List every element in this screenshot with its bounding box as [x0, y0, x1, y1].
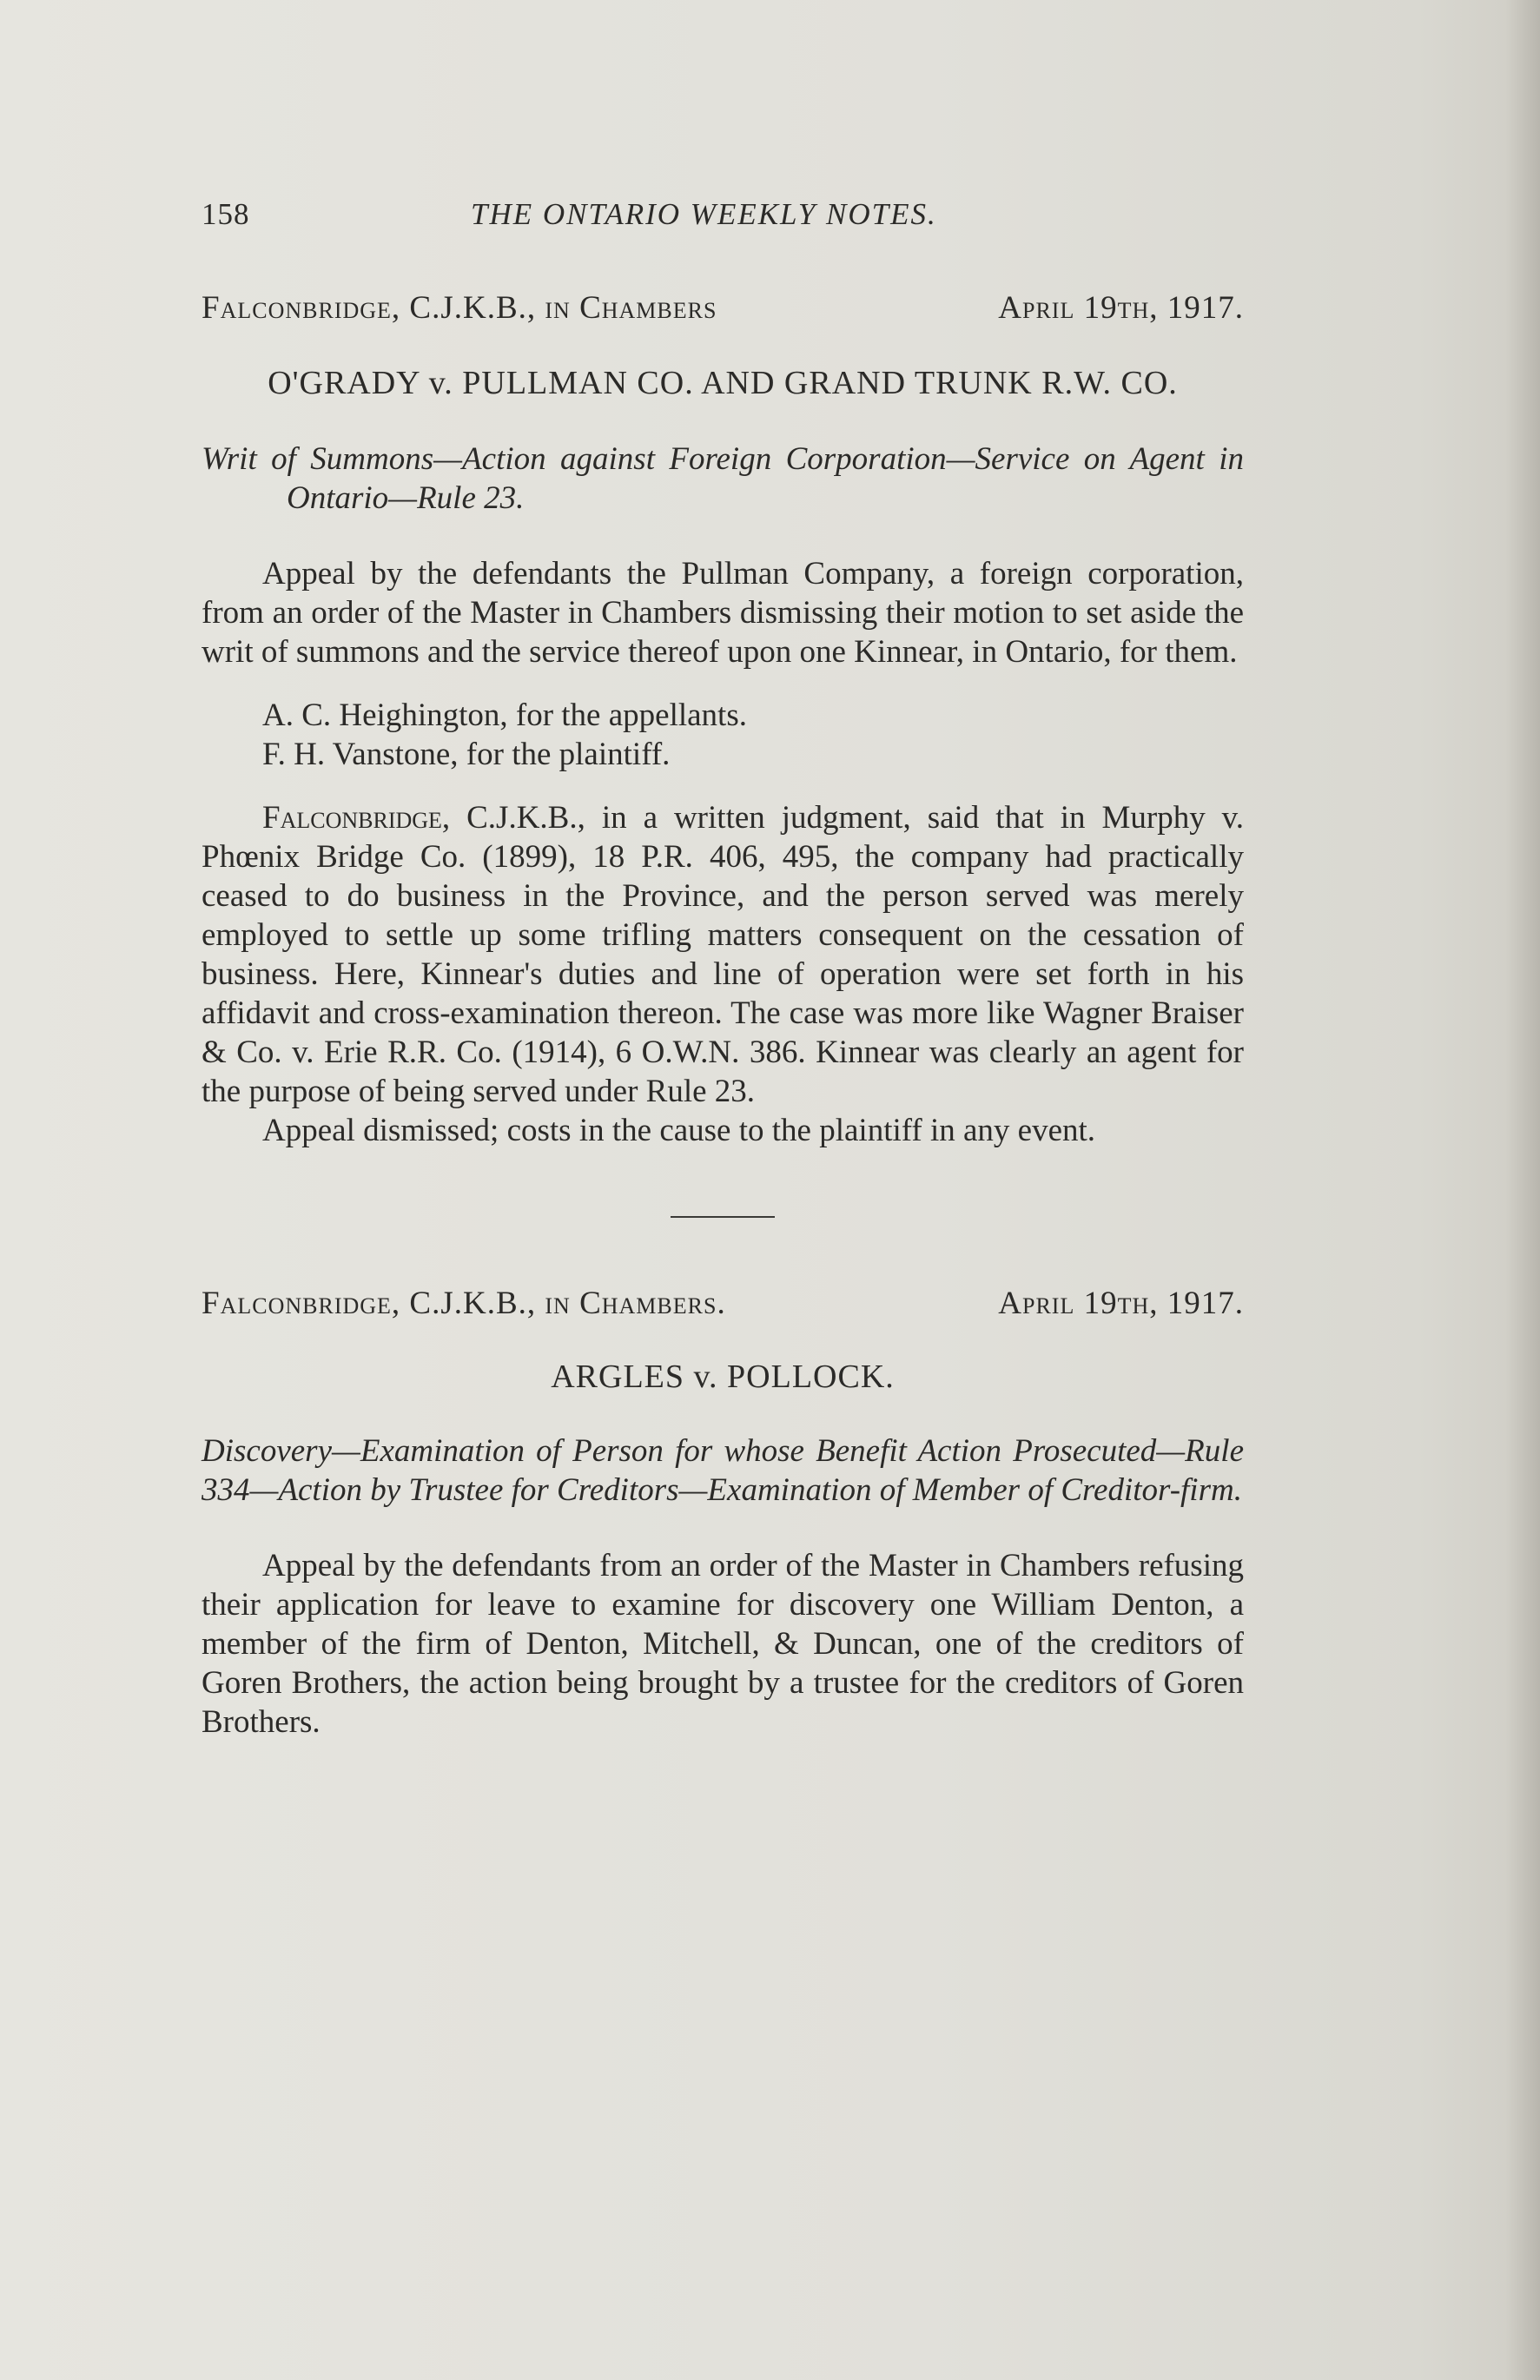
case1-disposition: Appeal dismissed; costs in the cause to the plaintiff in any event.	[262, 1113, 1096, 1148]
case2-headnote: Discovery—Examination of Person for whose Benefit Action Prosecuted—Rule 334—Action by Trustee for Creditors—Examination of Member of Creditor-firm.	[202, 1433, 1244, 1508]
running-head	[202, 189, 1244, 241]
case1-judgment-judge: Falconbridge, C.J.K.B.,	[262, 800, 585, 836]
page-number: 158	[202, 197, 250, 231]
case1-title: O'GRADY v. PULLMAN CO. AND GRAND TRUNK R.W. CO.	[268, 365, 1178, 401]
case1-counsel	[202, 696, 1244, 774]
case2-date: April 19th, 1917.	[998, 1286, 1244, 1321]
text-column	[202, 189, 1244, 1742]
case1-date: April 19th, 1917.	[998, 290, 1244, 326]
case2-court: Falconbridge, C.J.K.B., in Chambers.	[202, 1286, 726, 1321]
case1-counsel-plaintiff: F. H. Vanstone, for the plaintiff.	[262, 737, 671, 772]
case1-judgment-text: in a written judgment, said that in Murphy v. Phœnix Bridge Co. (1899), 18 P.R. 406, 495, the company had practically ceased to do business in the Province, and the person served was merely employed to settle up some trifling matters consequent on the cessation of business. Here, Kinnear's duties and line of operation were set forth in his affidavit and cross-examination thereon. The case was more like Wagner Braiser & Co. v. Erie R.R. Co. (1914), 6 O.W.N. 386. Kinnear was clearly an agent for the purpose of being served under Rule 23.	[202, 800, 1245, 1109]
case1-appeal-paragraph: Appeal by the defendants the Pullman Company, a foreign corporation, from an order of the Master in Chambers dismissing their motion to set aside the writ of summons and the service thereof upon one Kinnear, in Ontario, for them.	[202, 556, 1244, 670]
case1-court-line	[202, 288, 1244, 327]
case2-appeal-paragraph: Appeal by the defendants from an order of the Master in Chambers refusing their application for leave to examine for discovery one William Denton, a member of the firm of Denton, Mitchell, & Duncan, one of the creditors of Goren Brothers, the action being brought by a trustee for the creditors of Goren Brothers.	[202, 1548, 1244, 1740]
section-divider	[671, 1216, 775, 1218]
running-title: THE ONTARIO WEEKLY NOTES.	[471, 197, 937, 231]
case2-title: ARGLES v. POLLOCK.	[551, 1359, 895, 1395]
case1-court: Falconbridge, C.J.K.B., in Chambers	[202, 290, 717, 326]
case1-counsel-appellants: A. C. Heighington, for the appellants.	[262, 697, 747, 733]
case1-headnote: Writ of Summons—Action against Foreign Corporation—Service on Agent in Ontario—Rule 23.	[202, 441, 1244, 516]
case1-judgment-paragraph	[202, 798, 1244, 1111]
case2-court-line	[202, 1284, 1244, 1323]
binding-shadow	[1505, 0, 1540, 2380]
